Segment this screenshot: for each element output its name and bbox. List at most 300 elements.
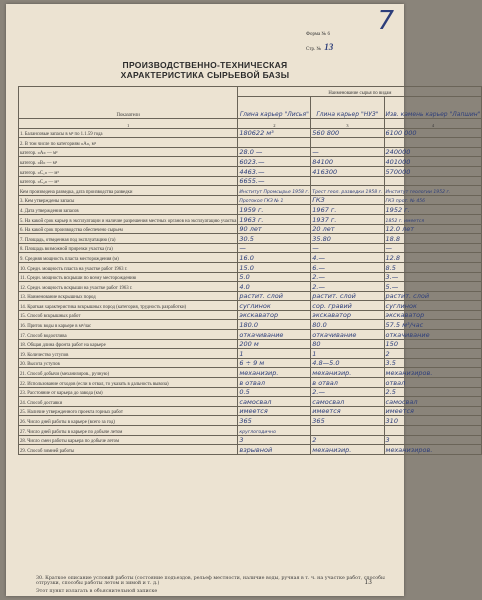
row-label: 15. Способ вскрышных работ bbox=[20, 314, 81, 320]
row-label: 6. На какой срок производства обеспечено сырьем bbox=[20, 228, 123, 234]
handwritten-value: самосвал bbox=[312, 397, 345, 406]
row-value-cell bbox=[384, 243, 482, 253]
row-label: 10. Средн. мощность пласта на участке работ 1963 г. bbox=[20, 266, 128, 272]
table-row bbox=[19, 195, 482, 205]
row-value-cell bbox=[384, 339, 482, 349]
handwritten-value: имеется bbox=[239, 407, 268, 416]
column-header-raw-materials: Наименование сырья по видам bbox=[238, 87, 482, 97]
handwritten-value: механизиров. bbox=[385, 369, 433, 378]
row-value-cell bbox=[384, 330, 482, 340]
row-value-cell bbox=[238, 205, 311, 215]
row-label: 14. Краткая характеристика вскрышных пород (категория, трудность разработки) bbox=[20, 304, 187, 310]
handwritten-value: 401000 bbox=[385, 157, 411, 166]
row-label: категор. «С₁» — м³ bbox=[20, 170, 59, 176]
row-value-cell bbox=[238, 397, 311, 407]
material-header-3: Изв. камень карьер "Лапшин" bbox=[384, 97, 482, 119]
handwritten-value: — bbox=[239, 244, 246, 253]
row-label-cell bbox=[19, 445, 238, 455]
row-label-cell bbox=[19, 253, 238, 263]
table-row bbox=[19, 214, 482, 224]
row-value-cell bbox=[311, 435, 384, 445]
document-page bbox=[6, 4, 481, 596]
row-label-cell bbox=[19, 147, 238, 157]
handwritten-value: 5.0 bbox=[239, 273, 250, 282]
row-value-cell bbox=[384, 253, 482, 263]
row-value-cell bbox=[384, 349, 482, 359]
row-value-cell bbox=[384, 387, 482, 397]
row-label-cell bbox=[19, 320, 238, 330]
row-label-cell bbox=[19, 435, 238, 445]
column-number: 1 bbox=[19, 119, 238, 129]
row-label-cell bbox=[19, 416, 238, 426]
handwritten-value: 6 ÷ 9 м bbox=[239, 359, 265, 368]
handwritten-value: в отвал bbox=[239, 378, 266, 387]
handwritten-value: 2.— bbox=[312, 282, 325, 291]
material-header-2: Глина карьер "НУЗ" bbox=[311, 97, 384, 119]
row-value-cell bbox=[238, 195, 311, 205]
row-label: 5. На какой срок карьер в эксплуатации и наличие разрешения местных органов на эксплуатацию участка bbox=[20, 218, 237, 224]
page-number-label bbox=[306, 42, 333, 52]
row-value-cell bbox=[311, 157, 384, 167]
row-label-cell bbox=[19, 195, 238, 205]
handwritten-value: 570000 bbox=[385, 167, 411, 176]
row-label: 20. Высота уступов bbox=[20, 362, 60, 368]
handwritten-value: Институт Промсырье 1958 г. bbox=[239, 189, 310, 195]
handwritten-value: имеется bbox=[312, 407, 341, 416]
row-value-cell bbox=[384, 234, 482, 244]
row-value-cell bbox=[311, 282, 384, 292]
handwritten-value: экскаватор bbox=[312, 311, 351, 320]
row-value-cell bbox=[238, 157, 311, 167]
row-label-cell bbox=[19, 387, 238, 397]
row-label: 28. Число смен работы карьера по добыче летом bbox=[20, 439, 120, 445]
row-value-cell bbox=[384, 195, 482, 205]
row-value-cell bbox=[238, 262, 311, 272]
row-value-cell bbox=[384, 282, 482, 292]
row-value-cell bbox=[238, 214, 311, 224]
row-value-cell bbox=[238, 368, 311, 378]
row-value-cell bbox=[311, 214, 384, 224]
handwritten-value: 6100 000 bbox=[385, 129, 417, 138]
row-label: 13. Наименование вскрышных пород bbox=[20, 295, 96, 301]
row-value-cell bbox=[384, 291, 482, 301]
handwritten-value: 5.— bbox=[385, 282, 399, 291]
row-label: 24. Способ доставки bbox=[20, 400, 63, 406]
row-label: 23. Расстояние от карьера до завода (км) bbox=[20, 391, 103, 397]
row-value-cell bbox=[238, 234, 311, 244]
handwritten-value: 1 bbox=[312, 349, 317, 358]
handwritten-value: 2 bbox=[312, 436, 317, 445]
row-value-cell bbox=[384, 205, 482, 215]
table-row bbox=[19, 253, 482, 263]
table-row bbox=[19, 416, 482, 426]
row-value-cell bbox=[384, 406, 482, 416]
row-label: 1. Балансовые запасы в м³ по 1.1.59 года bbox=[20, 132, 103, 138]
handwritten-value: отвал bbox=[385, 378, 406, 387]
row-value-cell bbox=[238, 243, 311, 253]
handwritten-value: 28.0 — bbox=[239, 148, 263, 157]
row-value-cell bbox=[238, 128, 311, 138]
row-value-cell bbox=[311, 195, 384, 205]
row-value-cell bbox=[384, 186, 482, 196]
handwritten-value: растит. слой bbox=[239, 292, 283, 301]
row-label-cell bbox=[19, 426, 238, 436]
table-row bbox=[19, 272, 482, 282]
footnote bbox=[36, 576, 404, 594]
row-value-cell bbox=[311, 243, 384, 253]
row-value-cell bbox=[311, 128, 384, 138]
handwritten-value: откачивание bbox=[385, 330, 430, 339]
row-value-cell bbox=[384, 435, 482, 445]
row-value-cell bbox=[384, 368, 482, 378]
row-value-cell bbox=[238, 339, 311, 349]
handwritten-value: 6655.— bbox=[239, 177, 265, 186]
row-label: 12. Средн. мощность вскрыши на участке работ 1963 г. bbox=[20, 285, 133, 291]
row-label-cell bbox=[19, 330, 238, 340]
characteristics-table bbox=[18, 86, 482, 455]
row-value-cell bbox=[384, 320, 482, 330]
row-value-cell bbox=[238, 186, 311, 196]
row-value-cell bbox=[384, 166, 482, 176]
row-value-cell bbox=[311, 445, 384, 455]
row-value-cell bbox=[238, 435, 311, 445]
row-label-cell bbox=[19, 205, 238, 215]
table-row bbox=[19, 397, 482, 407]
row-value-cell bbox=[238, 224, 311, 234]
handwritten-value: экскаватор bbox=[385, 311, 425, 320]
row-value-cell bbox=[311, 176, 384, 186]
row-value-cell bbox=[238, 176, 311, 186]
row-label-cell bbox=[19, 301, 238, 311]
row-label-cell bbox=[19, 358, 238, 368]
table-row bbox=[19, 426, 482, 436]
table-row bbox=[19, 301, 482, 311]
handwritten-value: 35.80 bbox=[312, 234, 331, 243]
row-value-cell bbox=[311, 330, 384, 340]
handwritten-value: Институт геологии 1952 г. bbox=[385, 189, 451, 195]
row-label: 26. Число дней работы в карьере (всего за год) bbox=[20, 420, 115, 425]
row-value-cell bbox=[311, 349, 384, 359]
handwritten-value: 12.8 bbox=[385, 253, 401, 262]
handwritten-value: 2 bbox=[385, 349, 390, 358]
row-label-cell bbox=[19, 234, 238, 244]
row-label: Кем произведена разведка, дата производства разведки bbox=[20, 189, 133, 195]
handwritten-value: 80 bbox=[312, 340, 321, 349]
row-value-cell bbox=[311, 291, 384, 301]
row-label-cell bbox=[19, 378, 238, 388]
handwritten-value: откачивание bbox=[312, 330, 357, 339]
document-title-line2: ХАРАКТЕРИСТИКА СЫРЬЕВОЙ БАЗЫ bbox=[120, 70, 290, 80]
row-value-cell bbox=[311, 339, 384, 349]
table-row bbox=[19, 224, 482, 234]
row-value-cell bbox=[384, 157, 482, 167]
row-value-cell bbox=[238, 272, 311, 282]
row-label: 17. Способ водоотлива bbox=[20, 333, 67, 339]
handwritten-value: 6.— bbox=[312, 263, 325, 272]
row-value-cell bbox=[384, 147, 482, 157]
handwritten-value: 80.0 bbox=[312, 321, 327, 330]
handwritten-value: 4463.— bbox=[239, 167, 265, 176]
footnote-line2: Этот пункт излагать в объяснительной записке bbox=[36, 589, 158, 594]
page-number: 13 bbox=[364, 579, 372, 586]
handwritten-value: 90 лет bbox=[239, 225, 262, 234]
handwritten-value: экскаватор bbox=[239, 311, 279, 320]
footnote-line1: 30. Краткое описание условий работы (состояние подъездов, рельеф местности, наличие воды, ручная в т. ч. на участке работ, способы отгрузки, способы работы летом и зимой и т. д.) bbox=[36, 576, 385, 586]
handwritten-value: растит. слой bbox=[385, 292, 430, 301]
table-row bbox=[19, 262, 482, 272]
table-row bbox=[19, 234, 482, 244]
handwritten-value: 2.— bbox=[312, 273, 325, 282]
handwritten-value: 200 м bbox=[239, 340, 259, 349]
row-value-cell bbox=[311, 358, 384, 368]
handwritten-value: в отвал bbox=[312, 378, 338, 387]
row-value-cell bbox=[311, 138, 384, 148]
row-value-cell bbox=[238, 445, 311, 455]
row-value-cell bbox=[238, 301, 311, 311]
handwritten-value: 310 bbox=[385, 417, 398, 425]
table-row bbox=[19, 330, 482, 340]
row-value-cell bbox=[384, 272, 482, 282]
handwritten-value: 1963 г. bbox=[239, 215, 264, 224]
table-row bbox=[19, 176, 482, 186]
corner-handwritten-mark: 7 bbox=[377, 6, 394, 36]
handwritten-value: сор. гравий bbox=[312, 301, 352, 310]
handwritten-value: 1937 г. bbox=[312, 215, 337, 224]
handwritten-value: 3 bbox=[239, 436, 244, 445]
row-value-cell bbox=[311, 262, 384, 272]
row-value-cell bbox=[384, 310, 482, 320]
handwritten-value: 3.5 bbox=[385, 359, 396, 368]
handwritten-value: 4.8—5.0 bbox=[312, 359, 340, 368]
form-label bbox=[306, 32, 330, 37]
row-value-cell bbox=[311, 387, 384, 397]
row-value-cell bbox=[311, 147, 384, 157]
handwritten-value: 2.— bbox=[312, 388, 325, 397]
row-label: 7. Площадь, отведенная под эксплуатацию (га) bbox=[20, 237, 116, 243]
row-value-cell bbox=[238, 416, 311, 426]
handwritten-value: механизир. bbox=[312, 369, 352, 378]
handwritten-value: 6023.— bbox=[239, 157, 265, 166]
handwritten-value: ГКЗ bbox=[312, 196, 325, 205]
handwritten-value: 365 bbox=[312, 417, 325, 425]
row-value-cell bbox=[384, 426, 482, 436]
row-label: 25. Наличие утвержденного проекта горных работ bbox=[20, 410, 123, 416]
row-value-cell bbox=[238, 320, 311, 330]
row-value-cell bbox=[384, 378, 482, 388]
handwritten-value: 180.0 bbox=[239, 321, 258, 330]
table-row bbox=[19, 291, 482, 301]
table-row bbox=[19, 358, 482, 368]
row-label: 22. Использование отходов (если в отвал, то указать в дальность вывоза) bbox=[20, 381, 169, 387]
handwritten-value: 3 bbox=[385, 436, 390, 445]
row-value-cell bbox=[238, 253, 311, 263]
row-label-cell bbox=[19, 397, 238, 407]
handwritten-value: Трест геол. разведки 1958 г. bbox=[312, 189, 383, 195]
row-value-cell bbox=[384, 358, 482, 368]
handwritten-value: механизир. bbox=[312, 445, 352, 454]
table-row bbox=[19, 138, 482, 148]
row-label: 18. Общая длина фронта работ на карьере bbox=[20, 343, 106, 349]
row-label: 11. Средн. мощность вскрыши по всему месторождению bbox=[20, 276, 137, 282]
row-value-cell bbox=[311, 205, 384, 215]
row-label: 19. Количество уступов bbox=[20, 352, 69, 358]
row-value-cell bbox=[238, 166, 311, 176]
row-label-cell bbox=[19, 243, 238, 253]
row-value-cell bbox=[311, 426, 384, 436]
column-number: 3 bbox=[311, 119, 384, 129]
table-row bbox=[19, 147, 482, 157]
row-label: 8. Площадь возможной прирезки участка (га) bbox=[20, 247, 113, 253]
row-value-cell bbox=[238, 406, 311, 416]
handwritten-value: 18.8 bbox=[385, 234, 401, 243]
material-header-1: Глина карьер "Лисья" bbox=[238, 97, 311, 119]
row-label: категор. «В» — м³ bbox=[20, 160, 58, 166]
table-row bbox=[19, 445, 482, 455]
handwritten-value: механизиров. bbox=[385, 445, 433, 454]
row-value-cell bbox=[311, 301, 384, 311]
row-value-cell bbox=[384, 301, 482, 311]
table-row bbox=[19, 166, 482, 176]
row-value-cell bbox=[238, 330, 311, 340]
handwritten-value: 20 лет bbox=[312, 225, 335, 234]
row-label-cell bbox=[19, 186, 238, 196]
table-row bbox=[19, 435, 482, 445]
handwritten-value: суглинок bbox=[385, 301, 417, 310]
row-label: 4. Дата утверждения запасов bbox=[20, 208, 79, 214]
row-value-cell bbox=[238, 310, 311, 320]
row-label-cell bbox=[19, 166, 238, 176]
row-value-cell bbox=[311, 166, 384, 176]
row-value-cell bbox=[311, 272, 384, 282]
row-value-cell bbox=[384, 262, 482, 272]
handwritten-value: 12.0 лет bbox=[385, 225, 415, 234]
row-value-cell bbox=[311, 378, 384, 388]
row-label: категор. «С₂» — м³ bbox=[20, 180, 59, 186]
row-value-cell bbox=[311, 310, 384, 320]
handwritten-value: 1967 г. bbox=[312, 205, 337, 214]
row-label: 9. Средняя мощность пласта месторождения (м) bbox=[20, 256, 119, 262]
row-label-cell bbox=[19, 272, 238, 282]
row-label-cell bbox=[19, 349, 238, 359]
row-value-cell bbox=[238, 358, 311, 368]
row-value-cell bbox=[311, 406, 384, 416]
row-label-cell bbox=[19, 214, 238, 224]
handwritten-value: самосвал bbox=[385, 397, 418, 406]
column-header-indicators: Показатели bbox=[19, 87, 238, 119]
handwritten-value: взрывной bbox=[239, 445, 273, 454]
table-row bbox=[19, 406, 482, 416]
handwritten-value: 365 bbox=[239, 417, 252, 425]
handwritten-value: 4.0 bbox=[239, 282, 250, 291]
row-label-cell bbox=[19, 262, 238, 272]
row-value-cell bbox=[384, 224, 482, 234]
handwritten-value: 4.— bbox=[312, 253, 325, 262]
row-value-cell bbox=[384, 214, 482, 224]
handwritten-value: круглогодично bbox=[239, 429, 276, 435]
row-label: 3. Кем утверждены запасы bbox=[20, 199, 75, 205]
row-label-cell bbox=[19, 224, 238, 234]
handwritten-value: самосвал bbox=[239, 397, 272, 406]
row-label: 2. В том числе по категориям «А», м³ bbox=[20, 141, 97, 147]
handwritten-value: 560 800 bbox=[312, 129, 340, 138]
handwritten-value: откачивание bbox=[239, 330, 284, 339]
handwritten-value: 16.0 bbox=[239, 253, 254, 262]
row-value-cell bbox=[238, 147, 311, 157]
column-number: 4 bbox=[384, 119, 482, 129]
table-row bbox=[19, 378, 482, 388]
page-number-handwritten: 13 bbox=[324, 42, 334, 52]
table-row bbox=[19, 157, 482, 167]
row-label-cell bbox=[19, 310, 238, 320]
table-row bbox=[19, 205, 482, 215]
handwritten-value: 2.5 bbox=[385, 388, 396, 397]
handwritten-value: ГКЗ прот. № 456 bbox=[385, 199, 426, 205]
row-label-cell bbox=[19, 291, 238, 301]
row-value-cell bbox=[384, 445, 482, 455]
handwritten-value: имеется bbox=[385, 407, 414, 416]
row-value-cell bbox=[238, 426, 311, 436]
row-value-cell bbox=[311, 416, 384, 426]
table-row bbox=[19, 387, 482, 397]
handwritten-value: 1852 г. имеется bbox=[385, 218, 425, 224]
table-row bbox=[19, 310, 482, 320]
row-value-cell bbox=[384, 176, 482, 186]
row-value-cell bbox=[311, 186, 384, 196]
row-value-cell bbox=[238, 387, 311, 397]
column-number: 2 bbox=[238, 119, 311, 129]
row-label-cell bbox=[19, 339, 238, 349]
handwritten-value: растит. слой bbox=[312, 292, 356, 301]
handwritten-value: 8.5 bbox=[385, 263, 396, 272]
row-label-cell bbox=[19, 157, 238, 167]
handwritten-value: — bbox=[312, 244, 319, 253]
handwritten-value: 150 bbox=[385, 340, 398, 349]
row-value-cell bbox=[238, 291, 311, 301]
table-row bbox=[19, 349, 482, 359]
row-value-cell bbox=[384, 397, 482, 407]
handwritten-value: Протокол ГКЗ № 1 bbox=[239, 199, 284, 205]
handwritten-value: суглинок bbox=[239, 301, 271, 310]
handwritten-value: 180622 м³ bbox=[239, 129, 274, 138]
row-label-cell bbox=[19, 282, 238, 292]
handwritten-value: 1959 г. bbox=[239, 205, 264, 214]
row-label: 27. Число дней работы в карьере по добыче летом bbox=[20, 429, 123, 435]
handwritten-value: механизир. bbox=[239, 369, 279, 378]
document-title-line1: ПРОИЗВОДСТВЕННО-ТЕХНИЧЕСКАЯ bbox=[122, 60, 288, 70]
handwritten-value: 30.5 bbox=[239, 234, 254, 243]
table-row bbox=[19, 186, 482, 196]
row-value-cell bbox=[238, 282, 311, 292]
handwritten-value: — bbox=[385, 244, 393, 253]
table-row bbox=[19, 339, 482, 349]
row-value-cell bbox=[311, 320, 384, 330]
table-row bbox=[19, 282, 482, 292]
table-row bbox=[19, 320, 482, 330]
row-value-cell bbox=[311, 397, 384, 407]
row-value-cell bbox=[311, 368, 384, 378]
handwritten-value: 416300 bbox=[312, 167, 338, 176]
table-row bbox=[19, 243, 482, 253]
row-label-cell bbox=[19, 138, 238, 148]
row-value-cell bbox=[311, 253, 384, 263]
row-label: 16. Приток воды в карьере в м³/час bbox=[20, 324, 92, 330]
handwritten-value: 3.— bbox=[385, 273, 399, 282]
handwritten-value: 57.5 м³/час bbox=[385, 321, 424, 330]
row-label-cell bbox=[19, 368, 238, 378]
row-value-cell bbox=[311, 224, 384, 234]
handwritten-value: 15.0 bbox=[239, 263, 254, 272]
row-label: 29. Способ зимней работы bbox=[20, 448, 75, 454]
